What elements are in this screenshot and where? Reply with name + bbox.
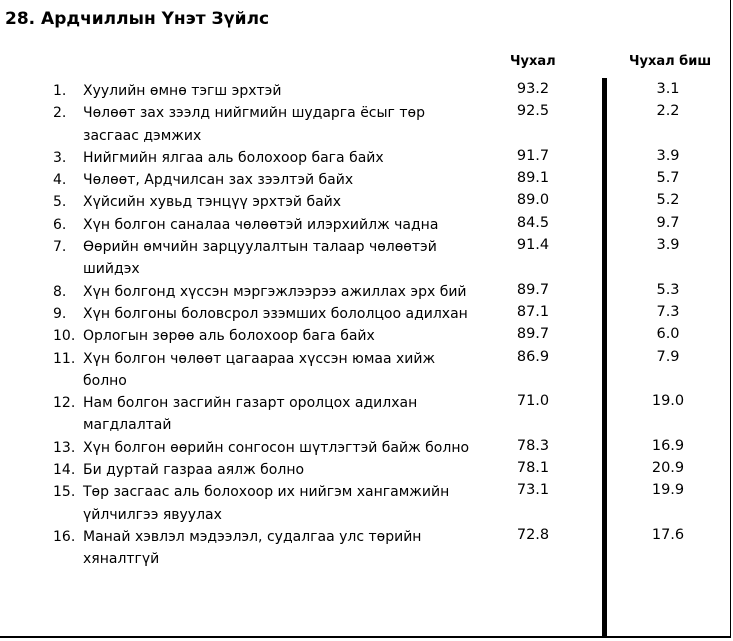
row-label: Хүн болгон чөлөөт цагаараа хүссэн юмаа хийж болно bbox=[83, 350, 436, 389]
row-number: 8. bbox=[53, 283, 67, 300]
value-important: 71.0 bbox=[516, 393, 550, 410]
table-row bbox=[0, 147, 731, 169]
value-not-important: 3.9 bbox=[656, 237, 680, 254]
table-row bbox=[0, 191, 731, 213]
row-number: 14. bbox=[53, 462, 76, 479]
value-important: 86.9 bbox=[516, 348, 550, 365]
value-not-important: 3.9 bbox=[656, 147, 680, 164]
row-number: 9. bbox=[53, 305, 67, 322]
row-label: Нам болгон засгийн газарт оролцох адилхан магдлалтай bbox=[83, 395, 418, 434]
table-row bbox=[0, 102, 731, 147]
value-not-important: 6.0 bbox=[656, 326, 680, 343]
table-row bbox=[0, 325, 731, 347]
value-not-important: 3.1 bbox=[656, 81, 680, 97]
value-not-important: 19.0 bbox=[651, 393, 685, 410]
row-label: Төр засгаас аль болохоор их нийгэм хангамжийн үйлчилгээ явуулах bbox=[83, 484, 450, 523]
row-number: 15. bbox=[53, 484, 76, 501]
value-not-important: 7.9 bbox=[656, 348, 680, 365]
row-number: 1. bbox=[53, 83, 67, 99]
table-row bbox=[0, 437, 731, 459]
table-row bbox=[0, 281, 731, 303]
value-important: 84.5 bbox=[516, 214, 550, 231]
value-important: 89.0 bbox=[516, 192, 550, 209]
row-label: Хуулийн өмнө тэгш эрхтэй bbox=[83, 83, 282, 99]
row-number: 13. bbox=[53, 439, 76, 456]
row-label: Хүн болгон саналаа чөлөөтэй илэрхийлж чадна bbox=[83, 216, 439, 233]
value-important: 93.2 bbox=[516, 81, 550, 97]
values-table bbox=[0, 80, 731, 571]
row-number: 5. bbox=[53, 194, 67, 211]
value-not-important: 17.6 bbox=[651, 526, 685, 543]
value-not-important: 20.9 bbox=[651, 460, 685, 477]
value-not-important: 19.9 bbox=[651, 482, 685, 499]
row-label: Би дуртай газраа аялж болно bbox=[83, 462, 305, 479]
value-important: 92.5 bbox=[516, 103, 550, 120]
table-row bbox=[0, 214, 731, 236]
row-number: 16. bbox=[53, 528, 76, 545]
value-not-important: 5.2 bbox=[656, 192, 680, 209]
column-header-important: Чухал bbox=[510, 54, 556, 69]
row-number: 12. bbox=[53, 395, 76, 412]
row-label: Хүйсийн хувьд тэнцүү эрхтэй байх bbox=[83, 194, 342, 211]
value-important: 91.7 bbox=[516, 147, 550, 164]
row-number: 2. bbox=[53, 105, 67, 122]
value-not-important: 9.7 bbox=[656, 214, 680, 231]
row-number: 3. bbox=[53, 149, 67, 166]
row-number: 4. bbox=[53, 172, 67, 189]
value-not-important: 2.2 bbox=[656, 103, 680, 120]
table-row bbox=[0, 303, 731, 325]
value-not-important: 7.3 bbox=[656, 303, 680, 320]
value-not-important: 16.9 bbox=[651, 437, 685, 454]
value-not-important: 5.3 bbox=[656, 281, 680, 298]
row-label: Хүн болгоны боловсрол эзэмших бололцоо адилхан bbox=[83, 305, 468, 322]
value-important: 89.7 bbox=[516, 326, 550, 343]
table-row bbox=[0, 80, 731, 102]
row-label: Чөлөөт, Ардчилсан зах зээлтэй байх bbox=[83, 172, 354, 189]
table-row bbox=[0, 392, 731, 437]
row-number: 11. bbox=[53, 350, 76, 367]
table-row bbox=[0, 481, 731, 526]
value-important: 78.3 bbox=[516, 437, 550, 454]
row-label: Хүн болгон өөрийн сонгосон шүтлэгтэй байж болно bbox=[83, 439, 470, 456]
table-row bbox=[0, 526, 731, 571]
row-label: Өөрийн өмчийн зарцуулалтын талаар чөлөөтэй шийдэх bbox=[83, 239, 437, 278]
value-important: 78.1 bbox=[516, 460, 550, 477]
page-title: 28. Ардчиллын Үнэт Зүйлс bbox=[5, 9, 270, 29]
row-label: Орлогын зөрөө аль болохоор бага байх bbox=[83, 328, 375, 345]
value-important: 89.7 bbox=[516, 281, 550, 298]
row-number: 10. bbox=[53, 328, 76, 345]
value-important: 87.1 bbox=[516, 303, 550, 320]
row-number: 6. bbox=[53, 216, 67, 233]
table-row bbox=[0, 236, 731, 281]
row-label: Манай хэвлэл мэдээлэл, судалгаа улс төрийн хяналтгүй bbox=[83, 528, 422, 568]
column-header-not-important: Чухал биш bbox=[629, 54, 712, 69]
table-row bbox=[0, 169, 731, 191]
row-label: Нийгмийн ялгаа аль болохоор бага байх bbox=[83, 149, 384, 166]
value-important: 72.8 bbox=[516, 526, 550, 543]
value-important: 91.4 bbox=[516, 237, 550, 254]
table-row bbox=[0, 348, 731, 393]
row-label: Чөлөөт зах зээлд нийгмийн шударга ёсыг төр засгаас дэмжих bbox=[83, 105, 425, 144]
value-important: 73.1 bbox=[516, 482, 550, 499]
value-important: 89.1 bbox=[516, 170, 550, 187]
table-row bbox=[0, 459, 731, 481]
row-number: 7. bbox=[53, 239, 67, 256]
value-not-important: 5.7 bbox=[656, 170, 680, 187]
row-label: Хүн болгонд хүссэн мэргэжлээрээ ажиллах эрх бий bbox=[83, 283, 467, 300]
